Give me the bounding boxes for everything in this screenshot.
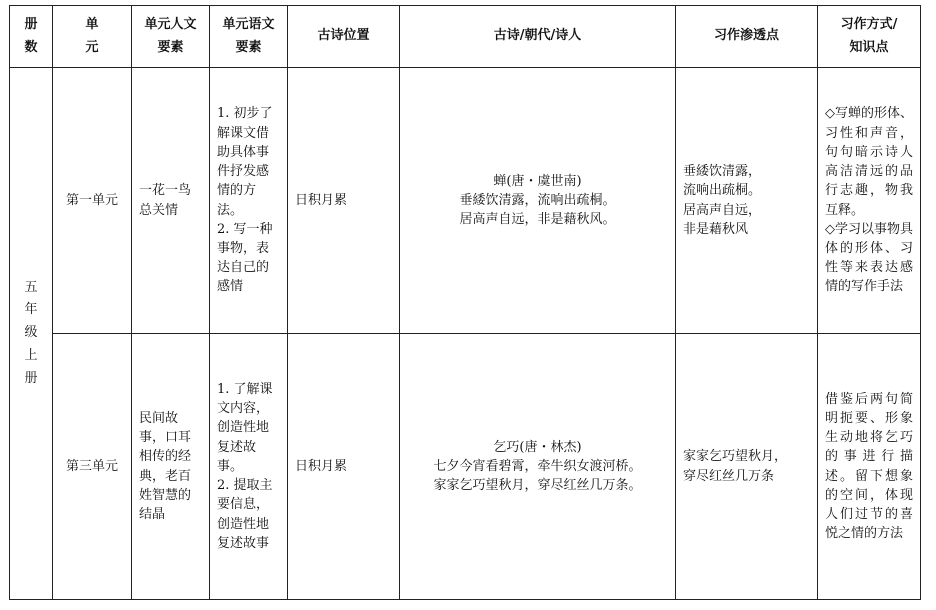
header-poem-location: 古诗位置 bbox=[288, 6, 400, 68]
table-row bbox=[10, 68, 921, 334]
poem-line: 家家乞巧望秋月，穿尽红丝几万条。 bbox=[433, 478, 642, 494]
curriculum-table bbox=[9, 5, 921, 600]
writing-hint-cell: 垂緌饮清露， 流响出疏桐。 居高声自远， 非是藉秋风 bbox=[676, 68, 818, 334]
writing-method-cell: 借鉴后两句简明扼要、形象生动地将乞巧的事进行描述。留下想象的空间，体现人们过节的喜悦之情的方法 bbox=[818, 334, 921, 600]
unit-cell: 第三单元 bbox=[53, 334, 132, 600]
header-language: 单元语文 要素 bbox=[210, 6, 288, 68]
humanistic-cell: 一花一鸟总关情 bbox=[132, 68, 210, 334]
header-poem: 古诗/朝代/诗人 bbox=[400, 6, 676, 68]
language-cell: 1. 初步了解课文借助具体事件抒发感情的方法。 2. 写一种事物，表达自己的感情 bbox=[210, 68, 288, 334]
unit-cell: 第一单元 bbox=[53, 68, 132, 334]
poem-title: 蝉(唐・虞世南) bbox=[493, 173, 582, 189]
header-writing-method: 习作方式/ 知识点 bbox=[818, 6, 921, 68]
poem-line: 居高声自远，非是藉秋风。 bbox=[459, 212, 616, 228]
table-row bbox=[10, 334, 921, 600]
header-writing-hint: 习作渗透点 bbox=[676, 6, 818, 68]
header-volume: 册 数 bbox=[10, 6, 53, 68]
humanistic-cell: 民间故事，口耳相传的经典，老百姓智慧的结晶 bbox=[132, 334, 210, 600]
poem-line: 七夕今宵看碧霄，牵牛织女渡河桥。 bbox=[433, 458, 642, 474]
header-row bbox=[10, 6, 921, 68]
header-unit: 单 元 bbox=[53, 6, 132, 68]
poem-location-cell: 日积月累 bbox=[288, 68, 400, 334]
poem-title: 乞巧(唐・林杰) bbox=[493, 439, 582, 455]
language-cell: 1. 了解课文内容，创造性地复述故事。 2. 提取主要信息，创造性地复述故事 bbox=[210, 334, 288, 600]
poem-line: 垂緌饮清露，流响出疏桐。 bbox=[459, 192, 616, 208]
poem-cell bbox=[400, 68, 676, 334]
volume-cell: 五 年 级 上 册 bbox=[10, 68, 53, 600]
writing-hint-cell: 家家乞巧望秋月， 穿尽红丝几万条 bbox=[676, 334, 818, 600]
writing-method-cell: ◇写蝉的形体、习性和声音，句句暗示诗人高洁清远的品行志趣，物我互释。 ◇学习以事物具体的形体、习性等来表达感情的写作手法 bbox=[818, 68, 921, 334]
poem-cell bbox=[400, 334, 676, 600]
poem-location-cell: 日积月累 bbox=[288, 334, 400, 600]
header-humanistic: 单元人文 要素 bbox=[132, 6, 210, 68]
